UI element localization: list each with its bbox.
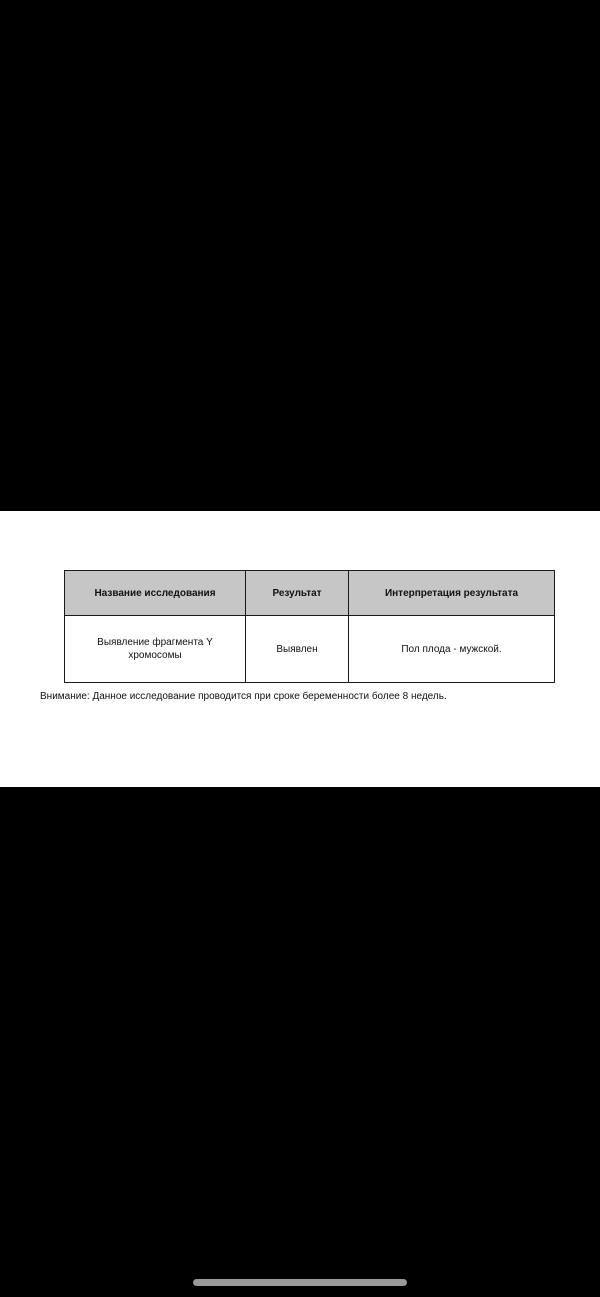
- header-result: Результат: [246, 571, 349, 616]
- cell-test-name: Выявление фрагмента Y хромосомы: [65, 616, 246, 683]
- table-header-row: [65, 571, 555, 616]
- header-interpretation: Интерпретация результата: [349, 571, 555, 616]
- table-row: [65, 616, 555, 683]
- document-image: [0, 511, 600, 787]
- home-indicator[interactable]: [193, 1279, 407, 1286]
- results-table: [64, 570, 555, 683]
- attention-note: Внимание: Данное исследование проводится при сроке беременности более 8 недель.: [40, 691, 447, 702]
- header-test-name: Название исследования: [65, 571, 246, 616]
- cell-interpretation: Пол плода - мужской.: [349, 616, 555, 683]
- cell-result: Выявлен: [246, 616, 349, 683]
